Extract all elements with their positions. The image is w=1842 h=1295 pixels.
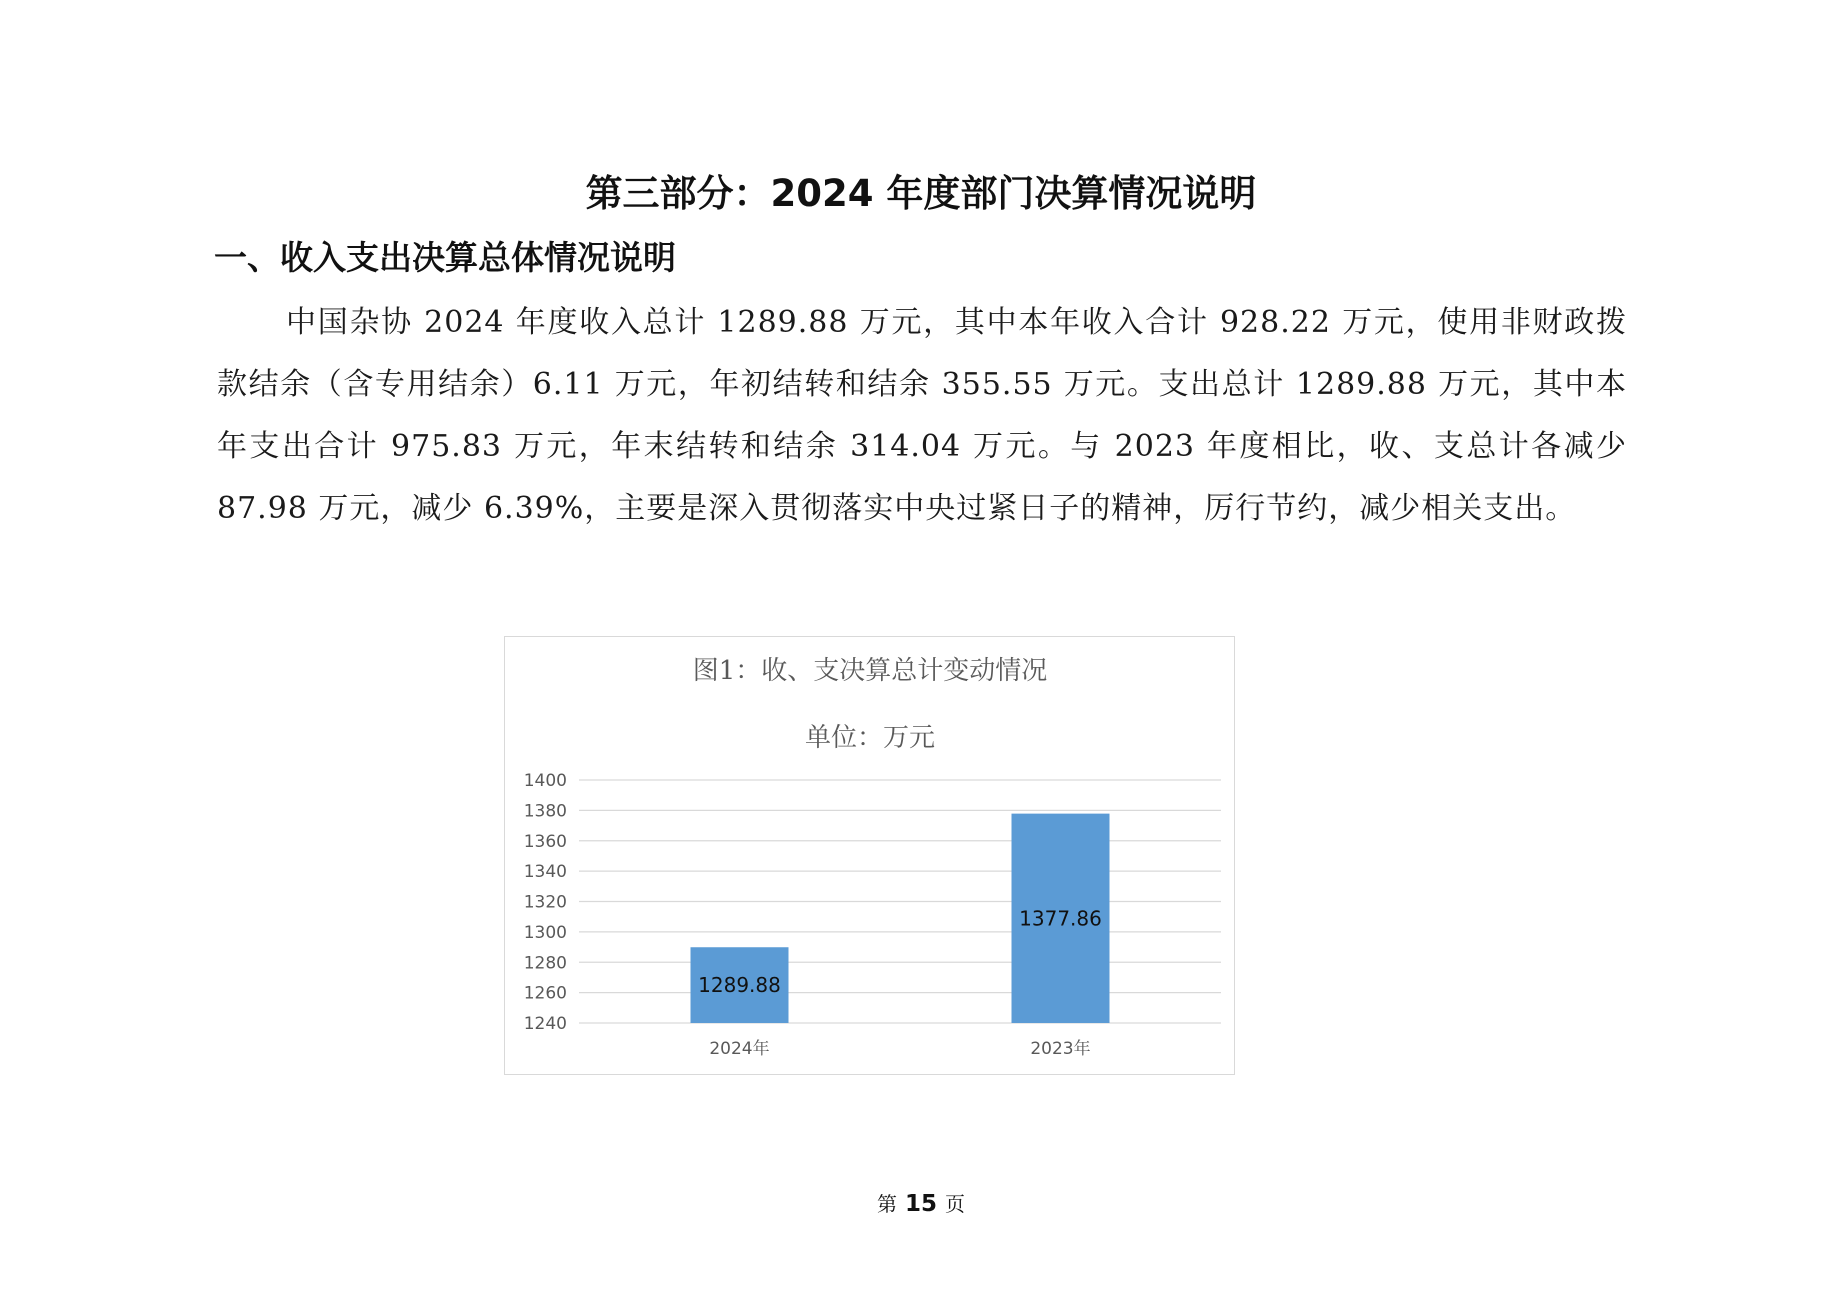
section-heading: 一、收入支出决算总体情况说明 — [214, 238, 676, 277]
chart-subtitle: 单位：万元 — [804, 723, 936, 753]
page-title: 第三部分：2024 年度部门决算情况说明 — [585, 172, 1257, 215]
chart-title: 图1：收、支决算总计变动情况 — [692, 656, 1048, 686]
page-number: 15 — [904, 1191, 937, 1217]
y-tick-label: 1400 — [523, 771, 567, 791]
x-tick-label: 2023年 — [1030, 1039, 1091, 1059]
data-label: 1289.88 — [698, 973, 781, 998]
y-tick-label: 1340 — [523, 862, 567, 883]
y-tick-label: 1240 — [523, 1014, 567, 1034]
body-paragraph: 中国杂协 2024 年度收入总计 1289.88 万元，其中本年收入合计 928.22 万元，使用非财政拨款结余（含专用结余）6.11 万元，年初结转和结余 355.55 万元。支出总计 1289.88 万元，其中本年支出合计 975.83 万元，年末结转和结余 314.04 万元。与 2023 年度相比，收、支总计各减少 87.98 万元，减少 6.39%，主要是深入贯彻落实中央过紧日子的精神，厉行节约，减少相关支出。 — [217, 305, 1627, 526]
page-footer — [0, 1190, 1842, 1218]
y-tick-label: 1300 — [523, 922, 567, 943]
x-tick-label: 2024年 — [709, 1039, 770, 1059]
y-tick-label: 1260 — [523, 983, 567, 1004]
y-tick-label: 1380 — [523, 801, 567, 822]
y-tick-label: 1280 — [523, 953, 567, 974]
y-tick-label: 1360 — [523, 831, 567, 852]
chart-figure — [504, 636, 1235, 1075]
data-label: 1377.86 — [1019, 906, 1102, 931]
footer-suffix: 页 — [945, 1192, 965, 1216]
y-tick-label: 1320 — [523, 892, 567, 913]
footer-prefix: 第 — [876, 1192, 897, 1216]
bar-chart — [505, 637, 1236, 1076]
